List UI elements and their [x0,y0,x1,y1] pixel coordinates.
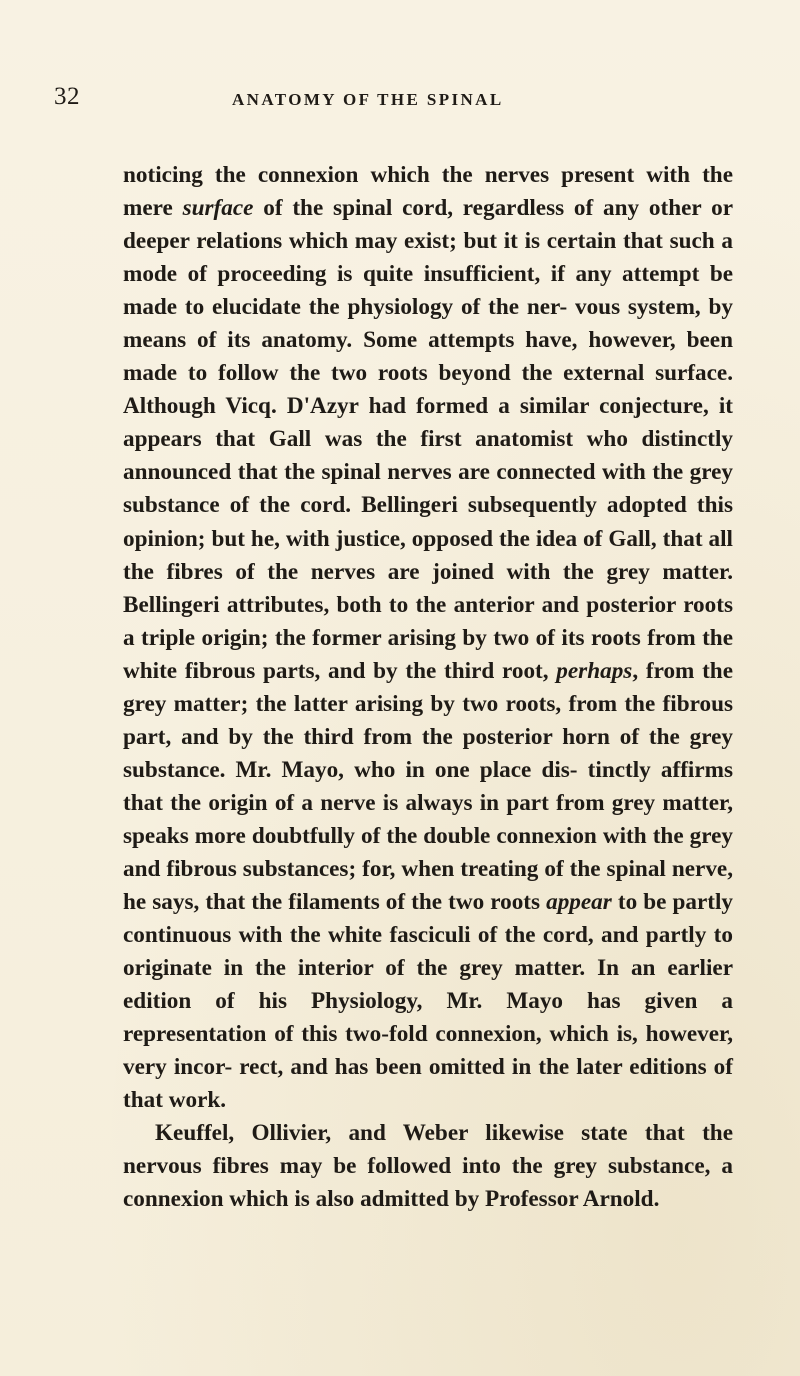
paragraph-2 [123,1117,733,1216]
italic-term-appear: appear [546,889,612,916]
text-segment: of the spinal cord, regardless of any other or deeper relations which may exist; but it is certain that such a mode of proceeding is quite insufficient, if any attempt be made to elucidate the physiology of the ner- vous system, by means of its anatomy. Some attempts have, however, been made to follow the two roots beyond the external surface. Although Vicq. D'Azyr had formed a similar conjecture, it appears that Gall was the first anatomist who distinctly announced that the spinal nerves are connected with the grey substance of the cord. Bellingeri subsequently adopted this opinion; but he, with justice, opposed the idea of Gall, that all the fibres of the nerves are joined with the grey matter. Bellingeri attributes, both to the anterior and posterior roots a triple origin; the former arising by two of its roots from the white fibrous parts, and by the third root, [123,195,733,684]
text-segment: noticing the connexion which the nerves present with the mere [123,162,733,222]
italic-term-surface: surface [182,195,254,222]
running-title: ANATOMY OF THE SPINAL [232,90,504,109]
text-segment: to be partly continuous with the white fasciculi of the cord, and partly to originate in the interior of the grey matter. In an earlier edition of his Physiology, Mr. Mayo has given a representation of this two-fold connexion, which is, however, very incor- rect, and has been omitted in the later editions of that work. [123,889,733,1114]
text-segment: Keuffel, Ollivier, and Weber likewise state that the nervous fibres may be followed into the grey substance, a connexion which is also admitted by Professor Arnold. [123,1120,733,1213]
page-number: 32 [54,83,80,110]
text-segment: , from the grey matter; the latter arising by two roots, from the fibrous part, and by the third from the posterior horn of the grey substance. Mr. Mayo, who in one place dis- tinctly affirms that the origin of a nerve is always in part from grey matter, speaks more doubtfully of the double connexion with the grey and fibrous substances; for, when treating of the spinal nerve, he says, that the filaments of the two roots [123,657,733,916]
paragraph-1 [123,159,733,1117]
italic-term-perhaps: perhaps [556,657,633,684]
body-text [123,159,733,1217]
